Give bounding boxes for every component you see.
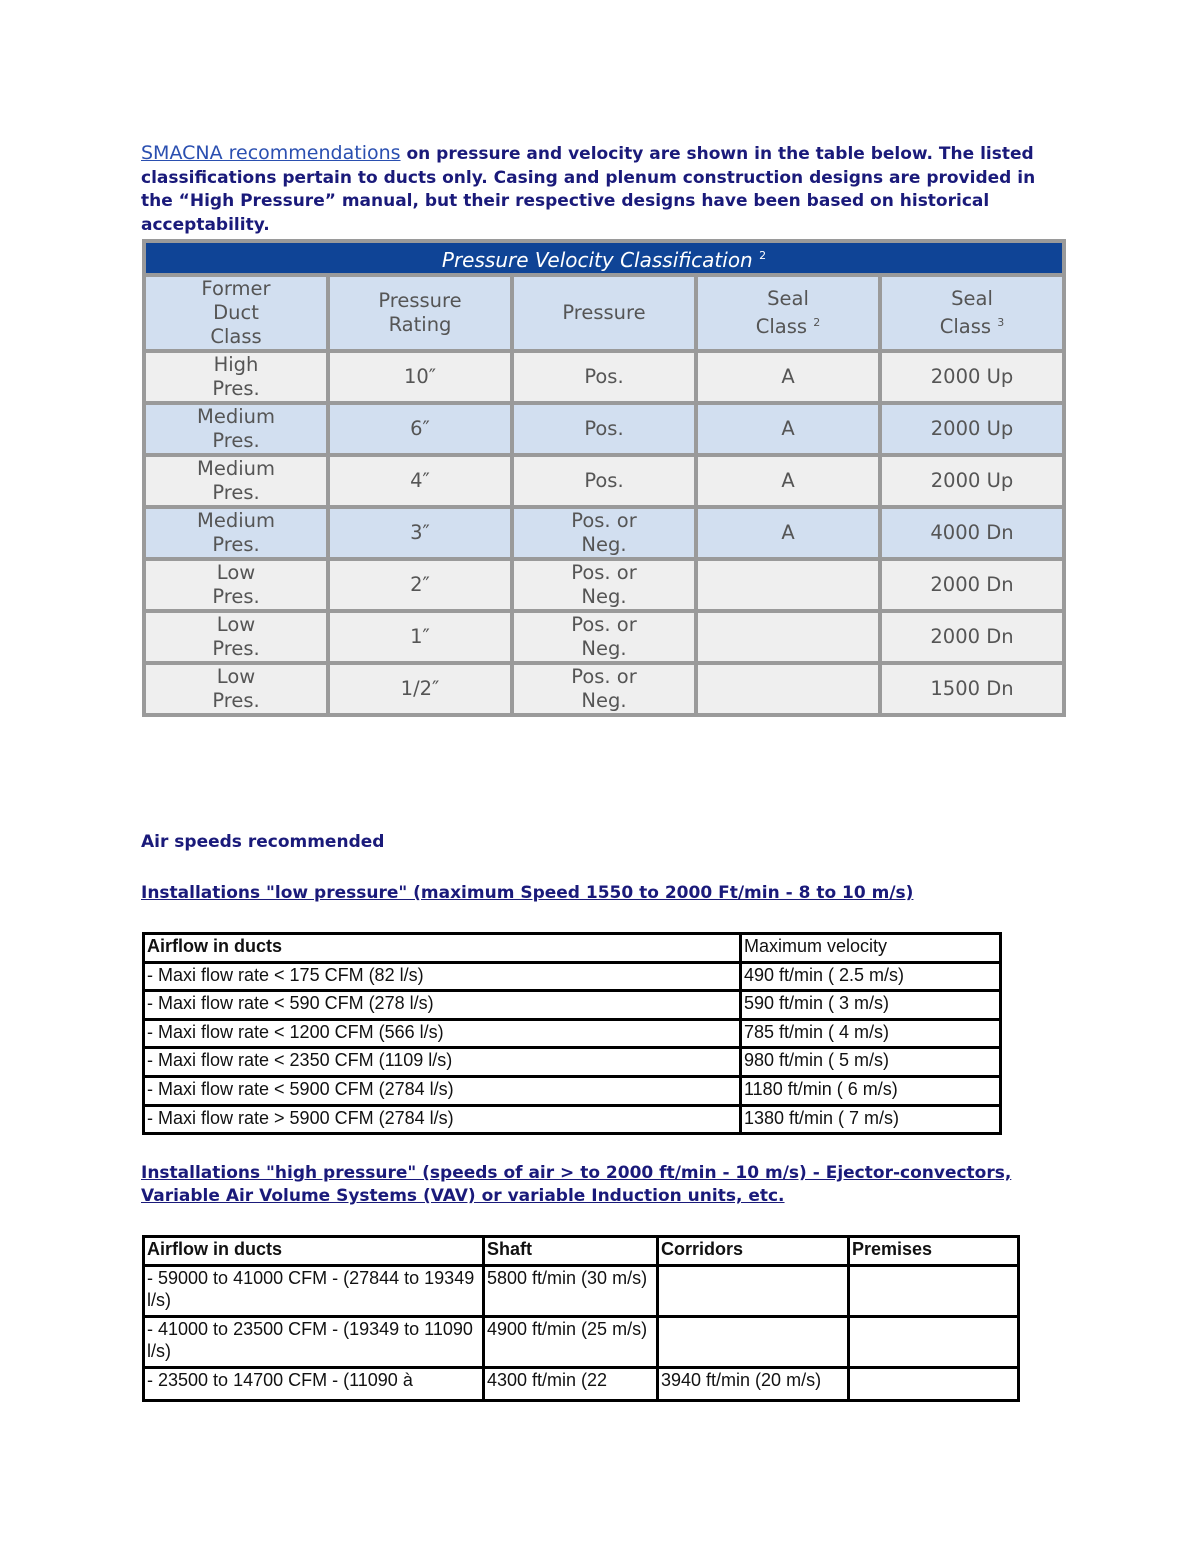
cell-line: Neg.: [581, 585, 627, 608]
high-pressure-table-wrapper: [142, 1235, 1020, 1402]
low-pressure-body: [144, 934, 1001, 1134]
velocity-cell: 490 ft/min ( 2.5 m/s): [741, 962, 1001, 991]
premises-cell: [849, 1317, 1019, 1368]
header-line-text: Class: [755, 315, 808, 338]
airflow-cell: - Maxi flow rate < 590 CFM (278 l/s): [144, 991, 741, 1020]
header-line: Duct: [213, 301, 259, 324]
table-cell: [512, 611, 696, 663]
header-corridors: Corridors: [658, 1237, 849, 1266]
table-cell: [512, 351, 696, 403]
cell-line: 2000 Dn: [930, 625, 1014, 648]
table-row: [144, 1019, 1001, 1048]
header-line: Class: [210, 325, 262, 348]
table-cell: [328, 403, 512, 455]
table-cell: [880, 559, 1064, 611]
header-max-velocity: Maximum velocity: [741, 934, 1001, 963]
table-cell: [144, 507, 328, 559]
table-cell: [328, 351, 512, 403]
table-cell: [328, 455, 512, 507]
table-cell: [512, 403, 696, 455]
airflow-cell: - 59000 to 41000 CFM - (27844 to 19349 l/s): [144, 1266, 484, 1317]
table-cell: [144, 559, 328, 611]
cell-line: Pres.: [212, 481, 260, 504]
header-former-duct-class: [144, 275, 328, 351]
cell-line: Neg.: [581, 637, 627, 660]
cell-line: A: [781, 521, 795, 544]
cell-line: A: [781, 417, 795, 440]
airflow-cell: - 41000 to 23500 CFM - (19349 to 11090 l/s): [144, 1317, 484, 1368]
table-cell: [328, 611, 512, 663]
header-line: Seal: [767, 287, 809, 310]
premises-cell: [849, 1368, 1019, 1401]
cell-line: 2000 Up: [930, 417, 1014, 440]
header-seal-class-3: [880, 275, 1064, 351]
table-row: [144, 1266, 1019, 1317]
cell-line: 3″: [410, 521, 430, 544]
table-row: [144, 1048, 1001, 1077]
shaft-cell: 5800 ft/min (30 m/s): [484, 1266, 658, 1317]
header-airflow: Airflow in ducts: [144, 934, 741, 963]
cell-line: Pos. or: [571, 613, 637, 636]
cell-line: Neg.: [581, 689, 627, 712]
cell-line: Pres.: [212, 637, 260, 660]
table-cell: [880, 611, 1064, 663]
cell-line: 4″: [410, 469, 430, 492]
table-row: [144, 507, 1064, 559]
table-cell: [328, 559, 512, 611]
cell-line: Pos. or: [571, 561, 637, 584]
velocity-cell: 1380 ft/min ( 7 m/s): [741, 1105, 1001, 1134]
pressure-velocity-body: [144, 351, 1064, 715]
shaft-cell: 4300 ft/min (22: [484, 1368, 658, 1401]
table-cell: [696, 403, 880, 455]
table-cell: [512, 663, 696, 715]
header-line: Pressure: [562, 301, 646, 324]
cell-line: 1″: [410, 625, 430, 648]
cell-line: Pos. or: [571, 665, 637, 688]
table-row: [144, 1368, 1019, 1401]
cell-line: Pres.: [212, 377, 260, 400]
table-row: [144, 991, 1001, 1020]
table-title-footnote: 2: [759, 249, 767, 262]
table-row: [144, 663, 1064, 715]
low-pressure-table: [142, 932, 1002, 1135]
cell-line: Pos.: [584, 365, 624, 388]
table-cell: [880, 455, 1064, 507]
header-line-text: Class: [939, 315, 992, 338]
table-row: [144, 611, 1064, 663]
cell-line: Low: [216, 561, 256, 584]
table-cell: [512, 455, 696, 507]
airflow-cell: - Maxi flow rate > 5900 CFM (2784 l/s): [144, 1105, 741, 1134]
cell-line: Pos.: [584, 417, 624, 440]
table-row: [144, 403, 1064, 455]
header-line: [882, 311, 1062, 339]
cell-line: Medium: [197, 457, 275, 480]
header-line: [698, 311, 878, 339]
high-pressure-body: [144, 1237, 1019, 1401]
shaft-cell: 4900 ft/min (25 m/s): [484, 1317, 658, 1368]
velocity-cell: 785 ft/min ( 4 m/s): [741, 1019, 1001, 1048]
cell-line: Medium: [197, 509, 275, 532]
table-cell: [880, 403, 1064, 455]
header-footnote: 2: [813, 316, 821, 329]
cell-line: Pos.: [584, 469, 624, 492]
header-pressure: [512, 275, 696, 351]
table-row: [144, 455, 1064, 507]
low-pressure-heading: Installations "low pressure" (maximum Speed 1550 to 2000 Ft/min - 8 to 10 m/s): [141, 883, 914, 903]
header-pressure-rating: [328, 275, 512, 351]
intro-text: on pressure and velocity are shown in the table below. The listed classifications pertain to ducts only. Casing and plenum construction designs are provided in the “High Pressure” manual, but their respective designs have been based on historical acceptability.: [141, 144, 1036, 235]
cell-line: 2000 Up: [930, 365, 1014, 388]
airflow-cell: - Maxi flow rate < 1200 CFM (566 l/s): [144, 1019, 741, 1048]
pressure-velocity-table: [142, 239, 1066, 717]
header-line: Rating: [388, 313, 452, 336]
airflow-cell: - Maxi flow rate < 2350 CFM (1109 l/s): [144, 1048, 741, 1077]
table-row: [144, 1076, 1001, 1105]
table-cell: [880, 351, 1064, 403]
cell-line: 6″: [410, 417, 430, 440]
header-airflow: Airflow in ducts: [144, 1237, 484, 1266]
table-cell: [696, 559, 880, 611]
velocity-cell: 590 ft/min ( 3 m/s): [741, 991, 1001, 1020]
air-speeds-heading: Air speeds recommended: [141, 832, 385, 852]
table-cell: [512, 559, 696, 611]
corridors-cell: [658, 1266, 849, 1317]
cell-line: Low: [216, 665, 256, 688]
airflow-cell: - Maxi flow rate < 175 CFM (82 l/s): [144, 962, 741, 991]
header-line: Pressure: [378, 289, 462, 312]
corridors-cell: [658, 1317, 849, 1368]
table-cell: [696, 351, 880, 403]
airflow-cell: - Maxi flow rate < 5900 CFM (2784 l/s): [144, 1076, 741, 1105]
cell-line: Pres.: [212, 689, 260, 712]
table-row: [144, 962, 1001, 991]
cell-line: High: [213, 353, 259, 376]
header-line: Former: [201, 277, 271, 300]
cell-line: A: [781, 469, 795, 492]
table-cell: [328, 507, 512, 559]
cell-line: 10″: [403, 365, 437, 388]
table-title: [144, 241, 1064, 275]
table-cell: [512, 507, 696, 559]
low-pressure-table-wrapper: [142, 932, 1002, 1135]
table-cell: [144, 663, 328, 715]
table-cell: [144, 455, 328, 507]
header-seal-class-2: [696, 275, 880, 351]
premises-cell: [849, 1266, 1019, 1317]
velocity-cell: 1180 ft/min ( 6 m/s): [741, 1076, 1001, 1105]
table-cell: [880, 507, 1064, 559]
table-cell: [696, 455, 880, 507]
table-row: [144, 559, 1064, 611]
cell-line: Pres.: [212, 429, 260, 452]
table-header-row: [144, 934, 1001, 963]
header-shaft: Shaft: [484, 1237, 658, 1266]
table-row: [144, 1317, 1019, 1368]
table-cell: [696, 611, 880, 663]
high-pressure-heading: Installations "high pressure" (speeds of air > to 2000 ft/min - 10 m/s) - Ejector-convectors, Variable Air Volume Systems (VAV) or variable Induction units, etc.: [141, 1163, 1012, 1206]
header-line: Seal: [951, 287, 993, 310]
high-pressure-table: [142, 1235, 1020, 1402]
pressure-velocity-table-wrapper: [142, 239, 1062, 717]
cell-line: 1/2″: [400, 677, 440, 700]
table-cell: [696, 663, 880, 715]
cell-line: Pres.: [212, 533, 260, 556]
table-cell: [880, 663, 1064, 715]
velocity-cell: 980 ft/min ( 5 m/s): [741, 1048, 1001, 1077]
table-header-row: [144, 1237, 1019, 1266]
cell-line: 2000 Up: [930, 469, 1014, 492]
table-cell: [144, 611, 328, 663]
corridors-cell: 3940 ft/min (20 m/s): [658, 1368, 849, 1401]
cell-line: 2000 Dn: [930, 573, 1014, 596]
header-premises: Premises: [849, 1237, 1019, 1266]
table-cell: [696, 507, 880, 559]
airflow-cell: - 23500 to 14700 CFM - (11090 à: [144, 1368, 484, 1401]
table-cell: [328, 663, 512, 715]
cell-line: Medium: [197, 405, 275, 428]
cell-line: Low: [216, 613, 256, 636]
cell-line: 2″: [410, 573, 430, 596]
table-row: [144, 351, 1064, 403]
cell-line: Pos. or: [571, 509, 637, 532]
table-row: [144, 1105, 1001, 1134]
cell-line: A: [781, 365, 795, 388]
table-cell: [144, 403, 328, 455]
table-cell: [144, 351, 328, 403]
header-footnote: 3: [997, 316, 1005, 329]
intro-paragraph: [141, 142, 1071, 237]
smacna-link[interactable]: SMACNA recommendations: [141, 142, 401, 164]
cell-line: Pres.: [212, 585, 260, 608]
cell-line: 1500 Dn: [930, 677, 1014, 700]
cell-line: 4000 Dn: [930, 521, 1014, 544]
table-title-text: Pressure Velocity Classification: [441, 248, 753, 272]
cell-line: Neg.: [581, 533, 627, 556]
